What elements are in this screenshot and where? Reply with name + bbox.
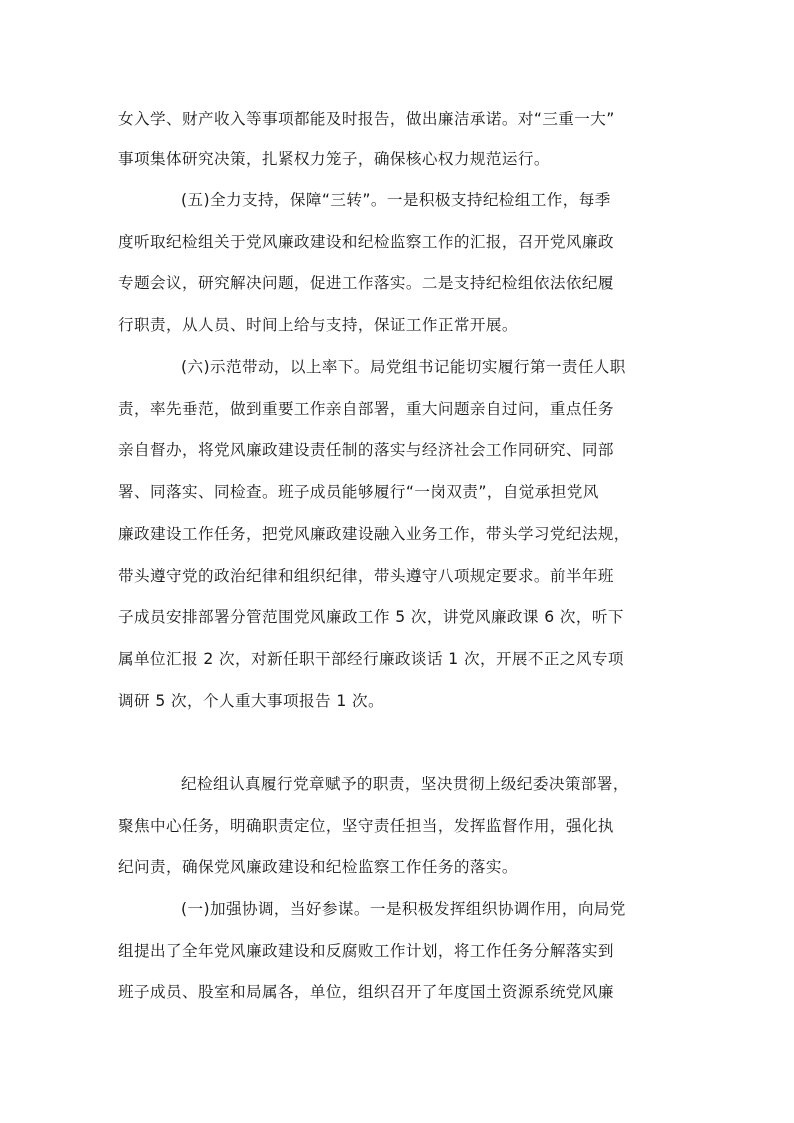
- text-line: 行职责，从人员、时间上给与支持，保证工作正常开展。: [118, 316, 518, 334]
- text-line: 聚焦中心任务，明确职责定位，坚守责任担当，发挥监督作用，强化执: [118, 817, 614, 835]
- text-line: 带头遵守党的政治纪律和组织纪律，带头遵守八项规定要求。前半年班: [118, 567, 614, 585]
- text-line: 组提出了全年党风廉政建设和反腐败工作计划，将工作任务分解落实到: [118, 942, 614, 960]
- text-line: 子成员安排部署分管范围党风廉政工作 5 次，讲党风廉政课 6 次，听下: [118, 608, 624, 626]
- text-line: 事项集体研究决策，扎紧权力笼子，确保核心权力规范运行。: [118, 150, 550, 168]
- paragraph-heading: (五)全力支持，保障“三转”。一是积极支持纪检组工作，每季: [181, 191, 611, 209]
- text-line: 专题会议，研究解决问题，促进工作落实。二是支持纪检组依法依纪履: [118, 274, 614, 292]
- text-line: 责，率先垂范，做到重要工作亲自部署，重大问题亲自过问，重点任务: [118, 400, 614, 418]
- text-line: 亲自督办，将党风廉政建设责任制的落实与经济社会工作同研究、同部: [118, 441, 614, 459]
- text-line: 纪问责，确保党风廉政建设和纪检监察工作任务的落实。: [118, 858, 518, 876]
- text-line: 调研 5 次，个人重大事项报告 1 次。: [118, 692, 384, 710]
- paragraph-heading: (一)加强协调，当好参谋。一是积极发挥组织协调作用，向局党: [181, 900, 626, 918]
- text-line: 班子成员、股室和局属各，单位，组织召开了年度国土资源系统党风廉: [118, 983, 614, 1001]
- text-line: 署、同落实、同检查。班子成员能够履行“一岗双责”，自觉承担党风: [118, 483, 599, 501]
- text-line: 度听取纪检组关于党风廉政建设和纪检监察工作的汇报，召开党风廉政: [118, 233, 614, 251]
- text-line: 女入学、财产收入等事项都能及时报告，做出廉洁承诺。对“三重一大”: [118, 110, 615, 128]
- text-line: 廉政建设工作任务，把党风廉政建设融入业务工作，带头学习党纪法规，: [118, 525, 630, 543]
- text-line: 属单位汇报 2 次，对新任职干部经行廉政谈话 1 次，开展不正之风专项: [118, 650, 624, 668]
- paragraph-start: 纪检组认真履行党章赋予的职责，坚决贯彻上级纪委决策部署，: [181, 775, 629, 793]
- paragraph-heading: (六)示范带动，以上率下。局党组书记能切实履行第一责任人职: [181, 358, 626, 376]
